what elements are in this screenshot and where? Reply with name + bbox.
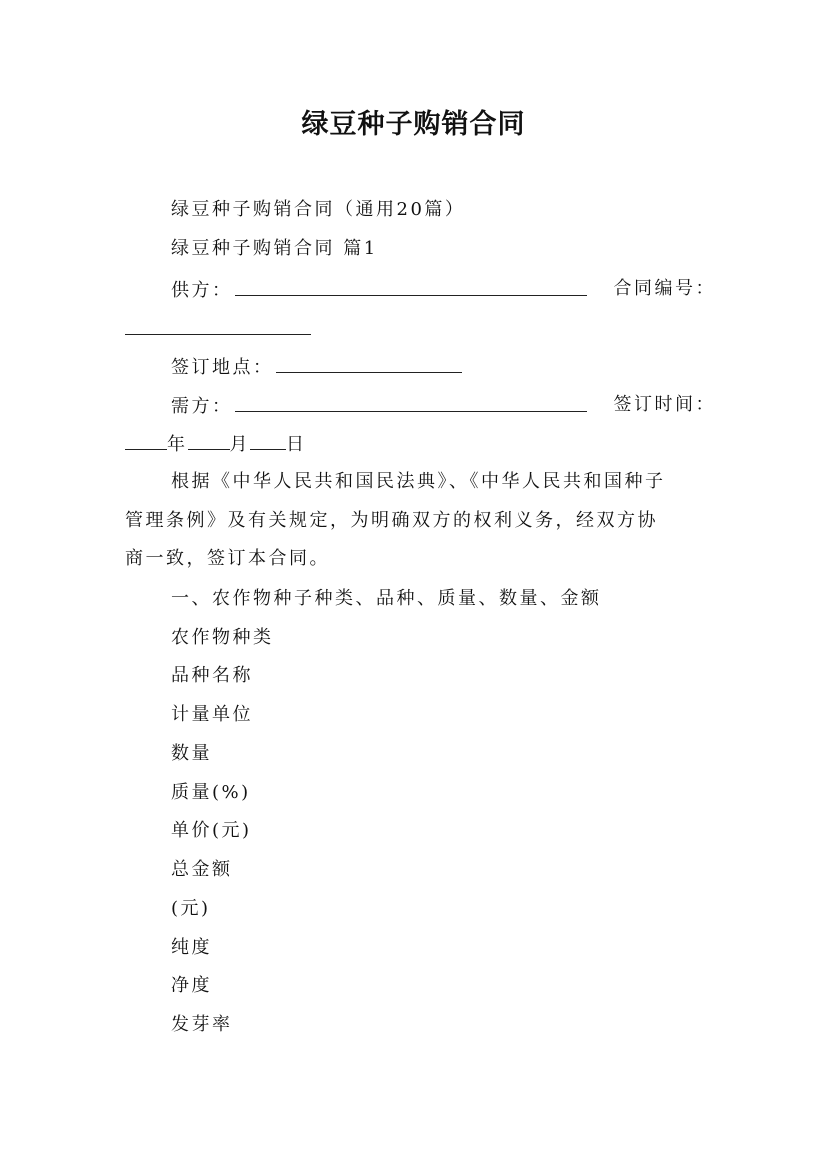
list-item: 发芽率 [171,1014,233,1035]
list-item: (元) [171,898,211,919]
paragraph-line: 管理条例》及有关规定，为明确双方的权利义务，经双方协 [125,510,658,531]
day-label: 日 [286,434,307,455]
month-label: 月 [229,434,250,455]
document-subtitle: 绿豆种子购销合同（通用20篇） [171,199,466,220]
list-item: 数量 [171,743,212,764]
sign-time-label: 签订时间： [613,394,716,415]
buyer-row [171,393,716,419]
contract-no-row [125,316,715,342]
buyer-label: 需方： [171,396,233,417]
supplier-row [171,277,716,303]
buyer-blank [235,393,587,412]
year-blank [125,431,167,450]
list-item: 纯度 [171,937,212,958]
day-blank [250,431,286,450]
place-row [171,354,716,380]
contract-no-blank [125,316,311,335]
supplier-blank [235,277,587,296]
paragraph-line: 商一致，签订本合同。 [125,548,330,569]
place-blank [276,354,462,373]
supplier-label: 供方： [171,280,233,301]
year-label: 年 [167,434,188,455]
date-row [125,431,715,457]
paragraph-line: 根据《中华人民共和国民法典》、《中华人民共和国种子 [171,471,666,492]
list-item: 质量(%) [171,782,251,803]
clause-heading: 一、农作物种子种类、品种、质量、数量、金额 [171,588,602,609]
document-title: 绿豆种子购销合同 [301,109,526,140]
list-item: 总金额 [171,859,233,880]
list-item: 净度 [171,975,212,996]
list-item: 农作物种类 [171,627,274,648]
section-heading: 绿豆种子购销合同 篇1 [171,238,378,259]
place-label: 签订地点： [171,357,274,378]
list-item: 品种名称 [171,665,253,686]
list-item: 计量单位 [171,704,253,725]
contract-no-label: 合同编号： [613,278,716,299]
list-item: 单价(元) [171,820,252,841]
month-blank [188,431,230,450]
